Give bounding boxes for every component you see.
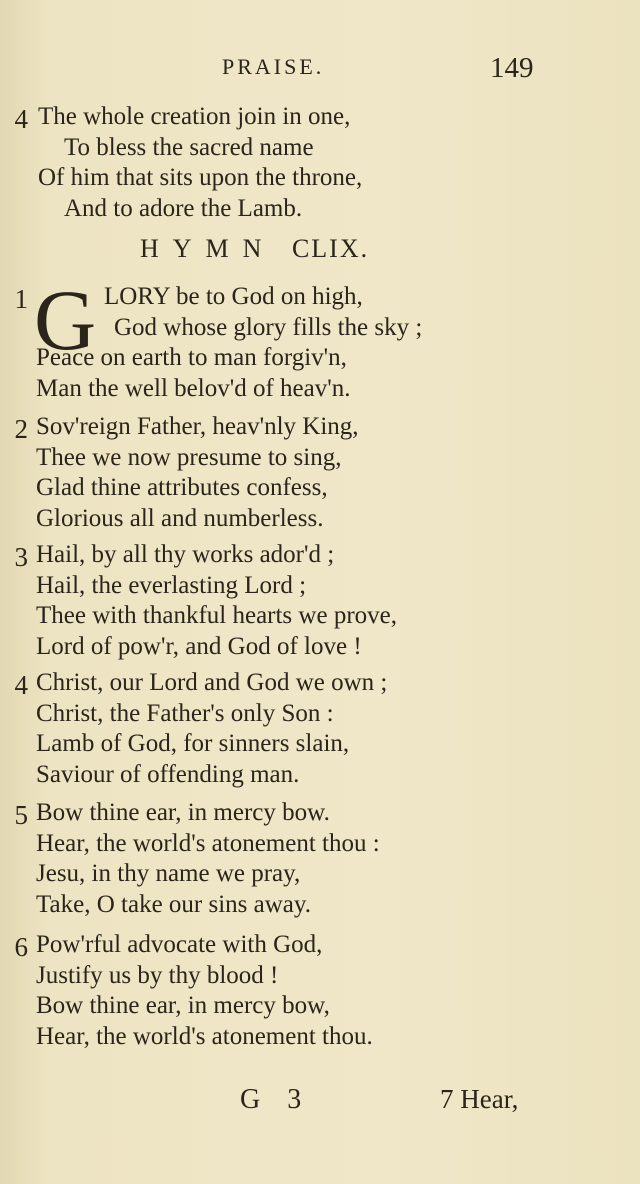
prev-hymn-verse	[14, 102, 596, 224]
verse-line: LORY be to God on high,	[104, 283, 363, 310]
hymn-title	[140, 234, 369, 264]
verse-number: 5	[14, 800, 28, 830]
verse-line: Hail, by all thy works ador'd ;	[36, 541, 335, 568]
verse-line: Glorious all and numberless.	[36, 504, 324, 532]
verse-5	[14, 798, 596, 920]
verse-line: Bow thine ear, in mercy bow.	[36, 799, 330, 826]
verse-line: Lord of pow'r, and God of love !	[36, 632, 362, 660]
verse-line: Hail, the everlasting Lord ;	[36, 571, 307, 599]
verse-line: Pow'rful advocate with God,	[36, 931, 323, 958]
verse-line: Peace on earth to man forgiv'n,	[36, 344, 347, 371]
verse-line: Hear, the world's atonement thou.	[36, 1022, 373, 1050]
verse-6	[14, 930, 596, 1052]
verse-2	[14, 412, 596, 534]
verse-number: 6	[14, 932, 28, 962]
signature-mark: G 3	[240, 1084, 312, 1115]
verse-number: 1	[14, 284, 28, 314]
hymn-title-word: HYMN	[140, 234, 276, 263]
verse-line: Justify us by thy blood !	[36, 961, 279, 989]
verse-line: Saviour of offending man.	[36, 760, 300, 788]
verse-number: 4	[14, 104, 28, 134]
hymn-title-number: CLIX.	[291, 234, 370, 263]
verse-line: Thee we now presume to sing,	[36, 443, 342, 471]
verse-3	[14, 540, 596, 662]
verse-line: Sov'reign Father, heav'nly King,	[36, 413, 359, 440]
verse-line: Christ, our Lord and God we own ;	[36, 669, 388, 696]
verse-number: 3	[14, 542, 28, 572]
verse-line: Christ, the Father's only Son :	[36, 699, 334, 727]
running-head: PRAISE.	[222, 54, 325, 79]
verse-line: Lamb of God, for sinners slain,	[36, 730, 350, 757]
drop-cap: G	[34, 272, 97, 368]
verse-line: Man the well belov'd of heav'n.	[36, 374, 351, 402]
verse-line: Hear, the world's atonement thou :	[36, 829, 380, 857]
verse-1	[14, 272, 596, 404]
verse-number: 2	[14, 414, 28, 444]
verse-line: God whose glory fills the sky ;	[114, 313, 423, 341]
verse-4	[14, 668, 596, 790]
verse-line: The whole creation join in one,	[38, 103, 351, 130]
verse-number: 4	[14, 670, 28, 700]
verse-line: Jesu, in thy name we pray,	[36, 860, 301, 887]
verse-line: Of him that sits upon the throne,	[38, 164, 363, 191]
verse-line: Bow thine ear, in mercy bow,	[36, 992, 330, 1019]
catchword: 7 Hear,	[440, 1084, 519, 1114]
verse-line: Thee with thankful hearts we prove,	[36, 602, 397, 629]
verse-line: Glad thine attributes confess,	[36, 474, 328, 501]
verse-line: Take, O take our sins away.	[36, 890, 312, 918]
page-number: 149	[490, 52, 534, 84]
verse-line: And to adore the Lamb.	[64, 194, 303, 222]
verse-line: To bless the sacred name	[64, 133, 314, 161]
